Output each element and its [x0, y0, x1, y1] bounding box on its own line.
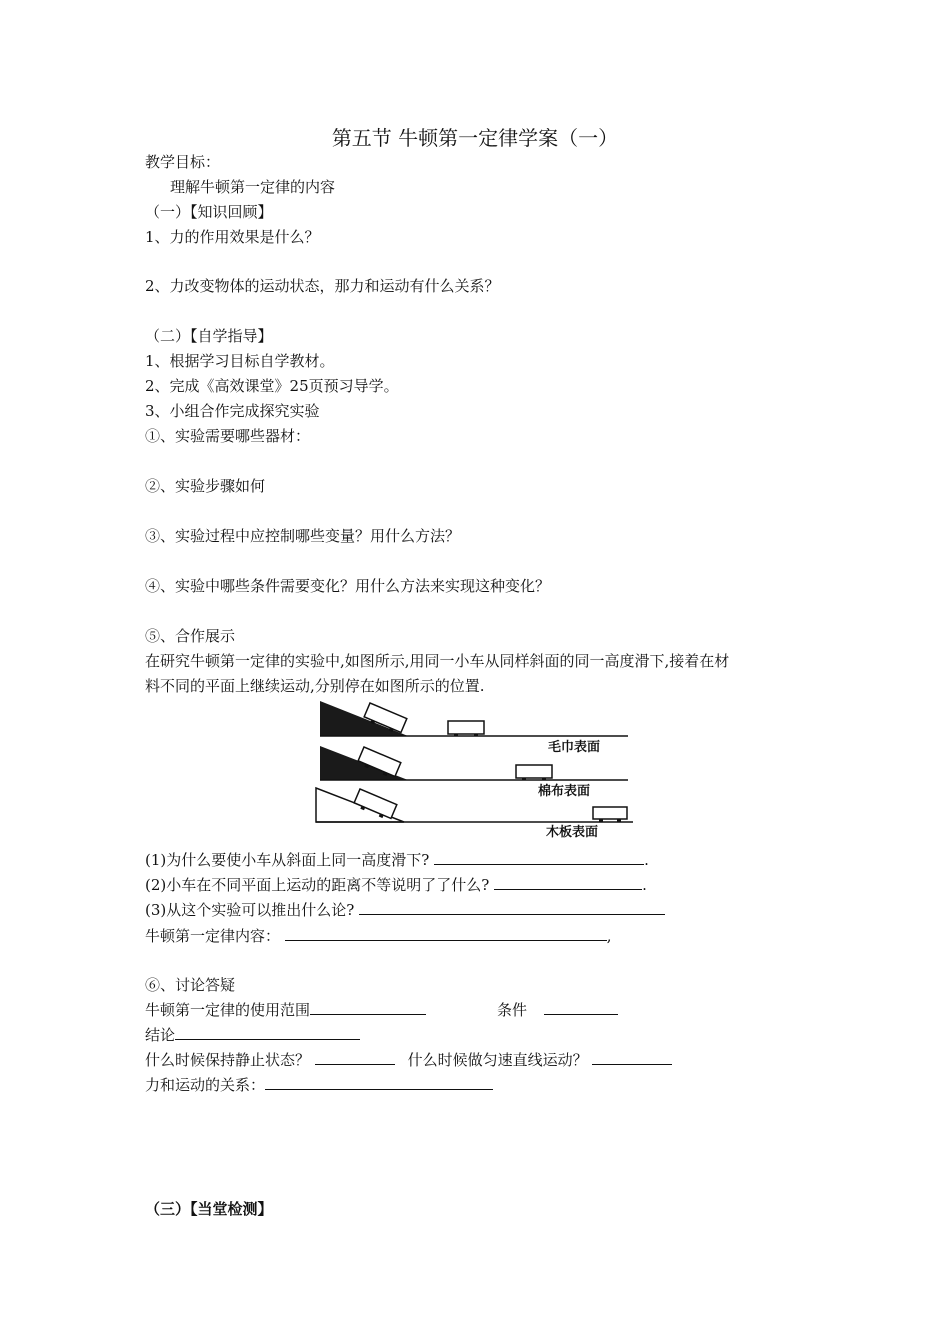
- conclusion-line: [145, 1025, 360, 1045]
- rest-question: 什么时候保持静止状态？: [145, 1051, 311, 1069]
- cart-stopped: [516, 765, 552, 780]
- experiment-item-5: ⑤、合作展示: [145, 627, 236, 645]
- relation-label: 力和运动的关系：: [145, 1076, 266, 1094]
- uniform-question: 什么时候做匀速直线运动？: [407, 1051, 588, 1069]
- relation-line: [145, 1075, 493, 1095]
- conclusion-label: 结论: [145, 1026, 176, 1044]
- figure-question-2: [145, 875, 647, 895]
- ramp-panel-towel: [320, 701, 628, 755]
- period: .: [642, 876, 647, 894]
- experiment-item-2: ②、实验步骤如何: [145, 477, 266, 495]
- law-content-label: 牛顿第一定律内容：: [145, 927, 281, 945]
- page-title: 第五节 牛顿第一定律学案（一）: [331, 126, 619, 150]
- scope-line: [145, 1000, 426, 1020]
- surface-label-wood: 木板表面: [546, 825, 599, 838]
- experiment-item-1: ①、实验需要哪些器材：: [145, 427, 311, 445]
- figure-question-1: [145, 850, 649, 870]
- experiment-item-4: ④、实验中哪些条件需要变化？用什么方法来实现这种变化？: [145, 577, 551, 595]
- question-1: 1、力的作用效果是什么？: [145, 228, 320, 246]
- description-line-2: 料不同的平面上继续运动,分别停在如图所示的位置.: [145, 677, 485, 695]
- section-test-heading: （三）【当堂检测】: [145, 1200, 273, 1218]
- figure-question-3-text: (3)从这个实验可以推出什么论?: [145, 901, 355, 919]
- answer-blank-rest[interactable]: [315, 1050, 395, 1065]
- answer-blank-law[interactable]: [285, 926, 607, 941]
- state-question-line: [145, 1050, 672, 1070]
- figure-question-2-text: (2)小车在不同平面上运动的距离不等说明了了什么?: [145, 876, 490, 894]
- condition-label: 条件: [497, 1001, 528, 1019]
- comma: ,: [606, 927, 612, 945]
- step-2: 2、完成《高效课堂》25页预习导学。: [145, 377, 399, 395]
- step-1: 1、根据学习目标自学教材。: [145, 352, 335, 370]
- answer-blank-scope[interactable]: [310, 1000, 426, 1015]
- answer-blank-2[interactable]: [494, 875, 642, 890]
- answer-blank-condition[interactable]: [544, 1000, 618, 1015]
- figure-question-3: [145, 900, 665, 920]
- goal-text: 理解牛顿第一定律的内容: [170, 178, 336, 196]
- section-selfstudy-heading: （二）【自学指导】: [145, 327, 273, 345]
- step-3: 3、小组合作完成探究实验: [145, 402, 320, 420]
- surface-label-towel: 毛巾表面: [548, 740, 601, 755]
- figure-question-1-text: (1)为什么要使小车从斜面上同一高度滑下?: [145, 851, 430, 869]
- answer-blank-conclusion[interactable]: [175, 1025, 360, 1040]
- experiment-item-6: ⑥、讨论答疑: [145, 976, 236, 994]
- condition-line: [497, 1000, 618, 1020]
- section-review-heading: （一）【知识回顾】: [145, 203, 273, 221]
- scope-label: 牛顿第一定律的使用范围: [145, 1001, 311, 1019]
- answer-blank-relation[interactable]: [265, 1075, 493, 1090]
- cart-stopped: [593, 807, 627, 822]
- surface-label-cotton: 棉布表面: [538, 784, 591, 799]
- goal-heading: 教学目标：: [145, 153, 221, 171]
- answer-blank-uniform[interactable]: [592, 1050, 672, 1065]
- experiment-item-3: ③、实验过程中应控制哪些变量？用什么方法？: [145, 527, 461, 545]
- cart-stopped: [448, 721, 484, 736]
- answer-blank-3[interactable]: [359, 900, 665, 915]
- description-line-1: 在研究牛顿第一定律的实验中,如图所示,用同一小车从同样斜面的同一高度滑下,接着在材: [145, 652, 730, 670]
- answer-blank-1[interactable]: [434, 850, 644, 865]
- period: .: [644, 851, 649, 869]
- question-2: 2、力改变物体的运动状态，那力和运动有什么关系？: [145, 277, 500, 295]
- experiment-figure: [298, 696, 654, 838]
- law-content-line: [145, 926, 612, 946]
